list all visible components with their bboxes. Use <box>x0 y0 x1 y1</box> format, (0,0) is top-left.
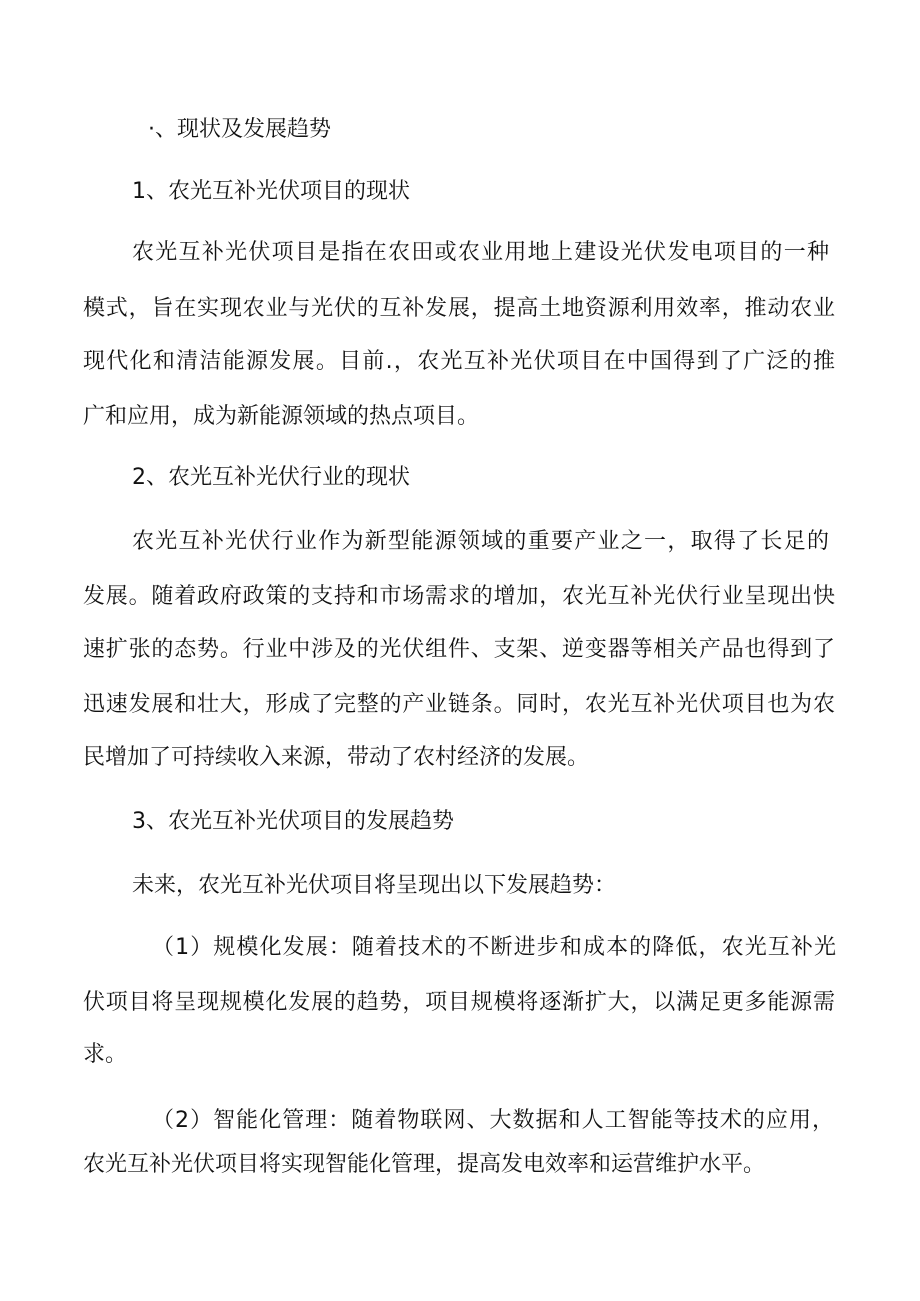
section-3-intro: 未来，农光互补光伏项目将呈现出以下发展趋势： <box>132 873 617 898</box>
section-2-title: 2、农光互补光伏行业的现状 <box>132 465 410 490</box>
section-1-title: 1、农光互补光伏项目的现状 <box>132 179 410 204</box>
section-2-line-4: 迅速发展和壮大，形成了完整的产业链条。同时，农光互补光伏项目也为农 <box>83 692 835 717</box>
section-3-title: 3、农光互补光伏项目的发展趋势 <box>132 809 454 834</box>
trend-item-2-line-1: （2）智能化管理：随着物联网、大数据和人工智能等技术的应用， <box>152 1108 834 1133</box>
section-1-line-3: 现代化和清洁能源发展。目前.，农光互补光伏项目在中国得到了广泛的推 <box>83 349 835 374</box>
section-1-line-2: 模式，旨在实现农业与光伏的互补发展，提高土地资源利用效率，推动农业 <box>83 296 835 321</box>
section-2-line-2: 发展。随着政府政策的支持和市场需求的增加，农光互补光伏行业呈现出快 <box>83 584 835 609</box>
trend-item-1-line-3: 求。 <box>83 1042 128 1067</box>
section-2-line-5: 民增加了可持续收入来源，带动了农村经济的发展。 <box>83 745 590 770</box>
trend-item-2-line-2: 农光互补光伏项目将实现智能化管理，提高发电效率和运营维护水平。 <box>83 1152 766 1177</box>
section-1-line-1: 农光互补光伏项目是指在农田或农业用地上建设光伏发电项目的一种 <box>132 240 829 265</box>
section-1-line-4: 广和应用，成为新能源领域的热点项目。 <box>83 404 480 429</box>
trend-item-1-line-2: 伏项目将呈现规模化发展的趋势，项目规模将逐渐扩大，以满足更多能源需 <box>83 990 835 1015</box>
section-2-line-1: 农光互补光伏行业作为新型能源领域的重要产业之一，取得了长足的 <box>132 529 829 554</box>
section-2-line-3: 速扩张的态势。行业中涉及的光伏组件、支架、逆变器等相关产品也得到了 <box>83 637 835 662</box>
section-heading: ·、现状及发展趋势 <box>148 117 331 142</box>
trend-item-1-line-1: （1）规模化发展：随着技术的不断进步和成本的降低，农光互补光 <box>152 935 836 960</box>
